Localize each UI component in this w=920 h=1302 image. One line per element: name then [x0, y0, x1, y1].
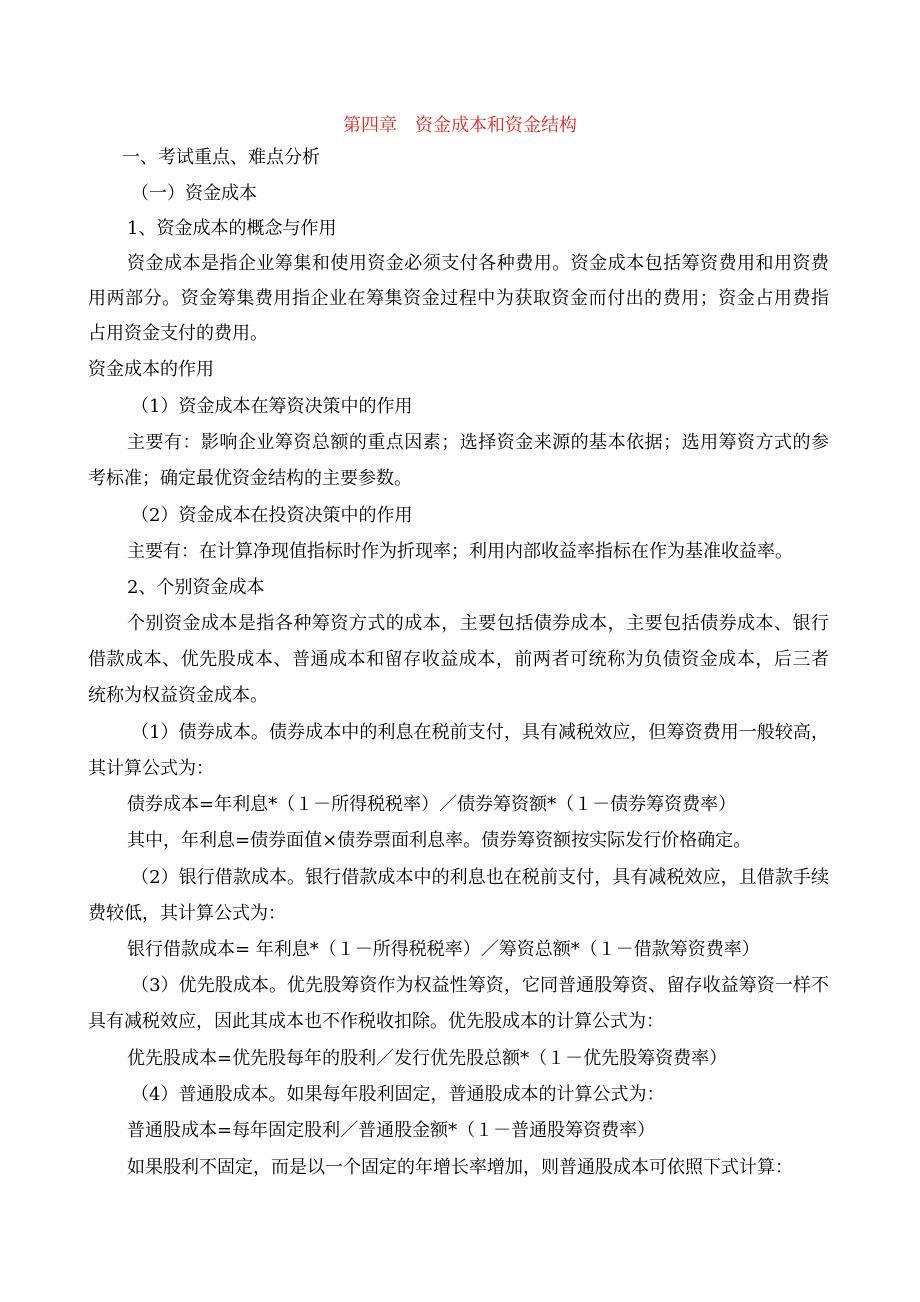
topic-heading: 1、资金成本的概念与作用	[127, 218, 337, 239]
chapter-title: 第四章 资金成本和资金结构	[343, 115, 577, 136]
paragraph-line: 用两部分。资金筹集费用指企业在筹集资金过程中为获取资金而付出的费用；资金占用费指	[88, 288, 829, 309]
paragraph-line: 如果股利不固定，而是以一个固定的年增长率增加，则普通股成本可依照下式计算：	[127, 1157, 793, 1178]
paragraph-line: 借款成本、优先股成本、普通成本和留存收益成本，前两者可统称为负债资金成本，后三者	[88, 649, 829, 670]
paragraph-line: （1）债券成本。债券成本中的利息在税前支付，具有减税效应，但筹资费用一般较高，	[131, 722, 829, 743]
paragraph-line: 其计算公式为：	[88, 758, 214, 779]
paragraph-line: （3）优先股成本。优先股筹资作为权益性筹资，它同普通股筹资、留存收益筹资一样不	[131, 975, 829, 996]
paragraph-line: 考标准；确定最优资金结构的主要参数。	[88, 468, 412, 489]
paragraph-line: 主要有：在计算净现值指标时作为折现率；利用内部收益率指标在作为基准收益率。	[127, 541, 793, 562]
formula-line: 银行借款成本= 年利息*（１－所得税税率）／筹资总额*（１－借款筹资费率）	[127, 939, 760, 960]
topic-heading: 2、个别资金成本	[127, 577, 265, 598]
section-heading: 一、考试重点、难点分析	[122, 147, 320, 168]
topic-heading: 资金成本的作用	[88, 359, 214, 380]
paragraph-line: （2）银行借款成本。银行借款成本中的利息也在税前支付，具有减税效应，且借款手续	[131, 867, 829, 888]
paragraph-line: （4）普通股成本。如果每年股利固定，普通股成本的计算公式为：	[131, 1084, 665, 1105]
formula-line: 债券成本=年利息*（１－所得税税率）／债券筹资额*（１－债券筹资费率）	[127, 794, 737, 815]
formula-line: 优先股成本=优先股每年的股利／发行优先股总额*（１－优先股筹资费率）	[127, 1048, 728, 1069]
paragraph-line: 资金成本是指企业筹集和使用资金必须支付各种费用。资金成本包括筹资费用和用资费	[127, 253, 829, 274]
paragraph-line: 具有减税效应，因此其成本也不作税收扣除。优先股成本的计算公式为：	[88, 1011, 664, 1032]
paragraph-line: 费较低，其计算公式为：	[88, 903, 286, 924]
formula-line: 普通股成本=每年固定股利／普通股金额*（１－普通股筹资费率）	[127, 1120, 656, 1141]
subsection-heading: （一）资金成本	[131, 183, 257, 204]
paragraph-line: 个别资金成本是指各种筹资方式的成本，主要包括债券成本，主要包括债券成本、银行	[127, 613, 829, 634]
paragraph-line: 主要有：影响企业筹资总额的重点因素；选择资金来源的基本依据；选用筹资方式的参	[127, 432, 829, 453]
paragraph-line: 占用资金支付的费用。	[88, 323, 268, 344]
subtopic-heading: （2）资金成本在投资决策中的作用	[131, 505, 413, 526]
subtopic-heading: （1）资金成本在筹资决策中的作用	[131, 396, 413, 417]
paragraph-line: 统称为权益资金成本。	[88, 685, 268, 706]
paragraph-line: 其中，年利息=债券面值×债券票面利息率。债券筹资额按实际发行价格确定。	[127, 830, 752, 851]
